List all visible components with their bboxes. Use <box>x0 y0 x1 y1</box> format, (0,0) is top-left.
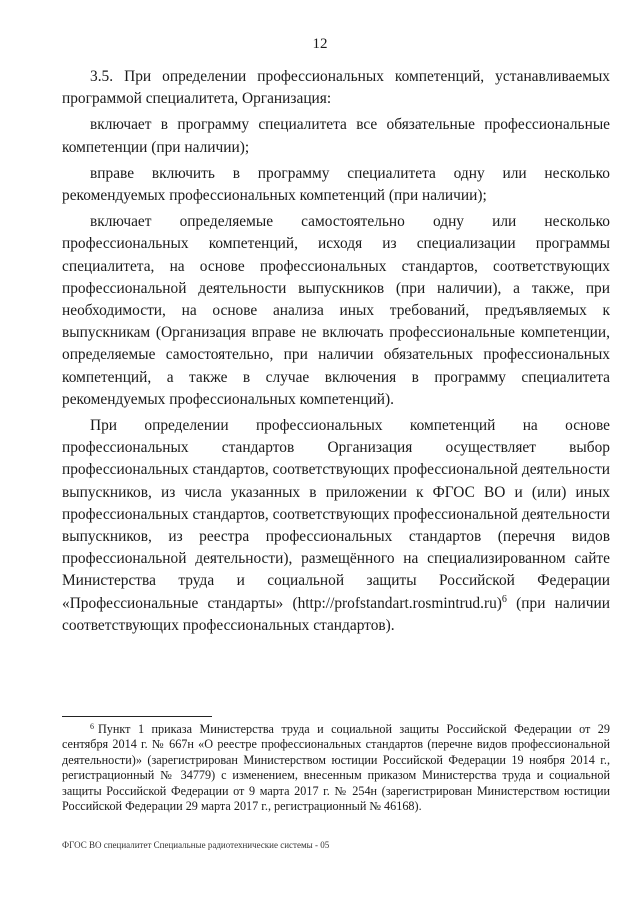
prof-standards-text: При определении профессиональных компетенций на основе профессиональных стандартов Организация осуществляет выбор профессиональных стандартов, соответствующих профессиональной деятельности выпускников, из числа указанных в приложении к ФГОС ВО и (или) иных профессиональных стандартов, соответствующих профессиональной деятельности выпускников, из реестра профессиональных стандартов (перечня видов профессиональной деятельности), размещённого на специализированном сайте Министерства труда и социальной защиты Российской Федерации «Профессиональные стандарты» (http://profstandart.rosmintrud.ru) <box>62 417 610 612</box>
footnote <box>62 722 610 814</box>
prof-standards-text-end: (при наличии соответствующих профессиональных стандартов). <box>62 594 610 634</box>
paragraph-3-5: 3.5. При определении профессиональных компетенций, устанавливаемых программой специалитета, Организация: <box>62 68 610 108</box>
page-footer: ФГОС ВО специалитет Специальные радиотехнические системы - 05 <box>62 840 330 850</box>
paragraph-prof-standards <box>62 415 610 637</box>
paragraph-recommended: вправе включить в программу специалитета одну или несколько рекомендуемых профессиональных компетенций (при наличии); <box>62 164 610 205</box>
footnote-number: 6 <box>90 722 94 731</box>
paragraph-mandatory: включает в программу специалитета все обязательные профессиональные компетенции (при наличии); <box>62 116 610 156</box>
page-number: 12 <box>312 36 328 52</box>
footnote-text: Пункт 1 приказа Министерства труда и социальной защиты Российской Федерации от 29 сентября 2014 г. № 667н «О реестре профессиональных стандартов (перечне видов профессиональной деятельности)» (зарегистрирован Министерством юстиции Российской Федерации 19 ноября 2014 г., регистрационный № 34779) с изменением, внесенным приказом Министерства труда и социальной защиты Российской Федерации от 9 марта 2017 г. № 254н (зарегистрирован Министерством юстиции Российской Федерации 29 марта 2017 г., регистрационный № 46168). <box>62 722 610 814</box>
footnote-ref[interactable]: 6 <box>501 593 507 605</box>
footnote-6 <box>62 722 610 814</box>
footnote-divider <box>62 716 212 717</box>
paragraph-self-defined: включает определяемые самостоятельно одну или несколько профессиональных компетенций, исходя из специализации программы специалитета, на основе профессиональных стандартов, соответствующих профессиональной деятельности выпускников (при наличии), а также, при необходимости, на основе анализа иных требований, предъявляемых к выпускникам (Организация вправе не включать профессиональные компетенции, определяемые самостоятельно, при наличии обязательных профессиональных компетенций, а также в случае включения в программу специалитета рекомендуемых профессиональных компетенций). <box>62 213 610 408</box>
main-text <box>62 66 610 641</box>
